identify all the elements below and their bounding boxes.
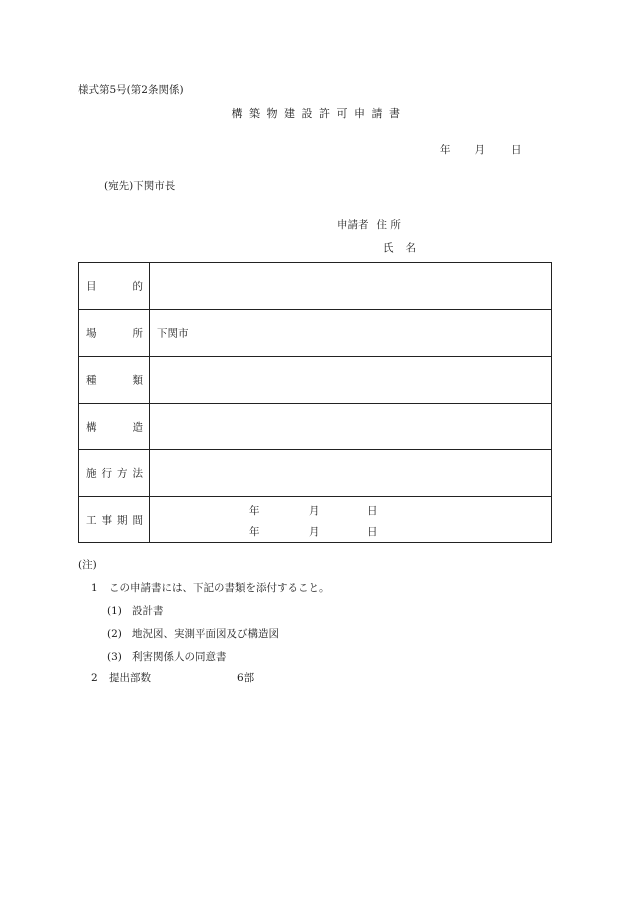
date-row bbox=[440, 142, 522, 157]
row-label-method bbox=[86, 466, 143, 481]
label-char: 事 bbox=[101, 514, 112, 526]
note-2-number: 2 bbox=[91, 672, 98, 684]
table-row-period bbox=[79, 497, 551, 542]
label-char: 構 bbox=[86, 421, 97, 433]
row-label-period bbox=[86, 512, 143, 527]
note-1-text: この申請書には、下記の書類を添付すること。 bbox=[109, 582, 330, 594]
row-label-location bbox=[86, 326, 143, 341]
table-row-method bbox=[79, 450, 551, 497]
note-sub-number: (1) bbox=[107, 605, 122, 617]
date-year: 年 bbox=[440, 144, 451, 156]
note-sub-text: 地況図、実測平面図及び構造図 bbox=[132, 628, 279, 640]
note-item-2 bbox=[91, 670, 255, 685]
note-sub-item bbox=[107, 603, 164, 618]
table-row-location bbox=[79, 310, 551, 357]
label-char: 工 bbox=[86, 514, 97, 526]
label-char: 間 bbox=[132, 514, 143, 526]
label-char: 造 bbox=[132, 421, 143, 433]
label-char: 方 bbox=[117, 467, 128, 480]
note-sub-item bbox=[107, 626, 279, 641]
note-2-copies: 6部 bbox=[237, 672, 255, 684]
label-char: 期 bbox=[117, 514, 128, 526]
period-start-year: 年 bbox=[249, 505, 260, 517]
label-char: 場 bbox=[86, 327, 97, 340]
note-sub-number: (2) bbox=[107, 628, 122, 640]
note-sub-number: (3) bbox=[107, 651, 122, 663]
note-sub-item bbox=[107, 649, 227, 664]
row-value-location[interactable]: 下関市 bbox=[157, 327, 189, 340]
table-row-structure bbox=[79, 404, 551, 450]
addressee: (宛先)下関市長 bbox=[104, 180, 176, 192]
note-1-number: 1 bbox=[91, 582, 98, 594]
period-end-year: 年 bbox=[249, 526, 260, 538]
applicant-address-row bbox=[337, 217, 401, 232]
period-end-day: 日 bbox=[367, 526, 378, 538]
note-sub-text: 利害関係人の同意書 bbox=[132, 651, 227, 663]
notes-title: (注) bbox=[78, 559, 97, 571]
label-char: 類 bbox=[132, 374, 143, 387]
label-char: 所 bbox=[132, 327, 143, 340]
label-char: 目 bbox=[86, 280, 97, 293]
period-start-day: 日 bbox=[367, 505, 378, 517]
form-title: 構築物建設許可申請書 bbox=[231, 107, 407, 120]
row-label-purpose bbox=[86, 279, 143, 294]
row-label-type bbox=[86, 373, 143, 388]
period-end-month: 月 bbox=[309, 526, 320, 538]
application-table bbox=[78, 262, 552, 543]
form-number: 様式第5号(第2条関係) bbox=[78, 84, 184, 96]
label-char: 法 bbox=[132, 467, 143, 480]
applicant-address-label: 住 所 bbox=[376, 219, 401, 231]
label-char: 行 bbox=[101, 467, 112, 480]
period-start-month: 月 bbox=[309, 505, 320, 517]
label-char: 的 bbox=[132, 280, 143, 293]
table-row-type bbox=[79, 357, 551, 404]
note-2-text: 提出部数 bbox=[109, 672, 151, 684]
note-item-1 bbox=[91, 580, 330, 595]
label-char: 施 bbox=[86, 467, 97, 480]
table-row-purpose bbox=[79, 263, 551, 310]
row-label-structure bbox=[86, 419, 143, 434]
label-char: 種 bbox=[86, 374, 97, 387]
applicant-name-label: 氏名 bbox=[383, 242, 428, 254]
applicant-label: 申請者 bbox=[337, 219, 369, 231]
date-month: 月 bbox=[474, 144, 485, 156]
date-day: 日 bbox=[511, 144, 522, 156]
note-sub-text: 設計書 bbox=[132, 605, 164, 617]
